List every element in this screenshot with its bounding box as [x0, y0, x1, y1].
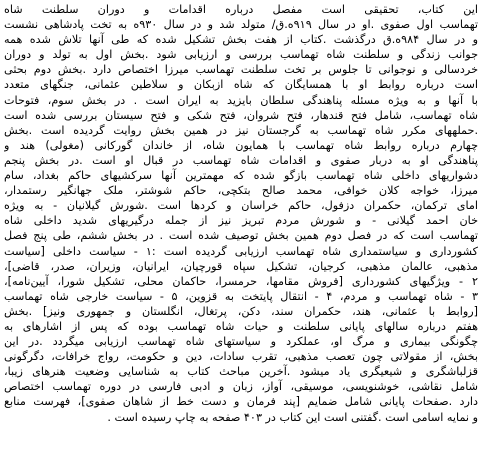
text-line: بخش، از مقولاتی چون تعصب مذهبی، تقرب سادات، دین و حکومت، رواج خرافات، دگرگونی [4, 350, 478, 364]
text-line: خردسالی و نوجوانی تا جلوس بر تخت سلطنت تهماسب میرزا اختصاص دارد .بخش دوم بحثی [4, 63, 478, 77]
text-line: ۲ - ویژگیهای کشورداری [فروش مقامها، حرمسرا، حاکمان محلی، تشکیل شورا، آیین‌نامه]، [4, 274, 478, 288]
text-line: امای ترکمان، حکمران دزفول، حاکم خراسان و کردها است .شورش گیلانیان - به ویژه [4, 199, 478, 213]
text-line: دارد .صفحات پایانی شامل ضمایم [پند فرمان و دست خط از شاهان صفوی]، فهرست منابع [4, 395, 478, 409]
text-line: چهارم درباره روابط شاه تهماسب با همایون شاه، از خاندان گورکانی (مغولی) هند و [4, 138, 478, 152]
text-line: ۳ - شاه تهماسب و مردم، ۴ - انتقال پایتخت به قزوین، ۵ - سیاست خارجی شاه تهماسب [4, 289, 478, 303]
text-line: است درباره روابط او با همسایگان که شاه ازبکان و سلاطین عثمانی، جنگهای متعدد [4, 78, 478, 92]
text-line: خان احمد گیلانی - و شورش مردم تبریز نیز از جمله درگیریهای شدید داخلی شاه [4, 214, 478, 228]
text-line: شاه تهماسب، شامل فتح قندهار، فتح شروان، فتح شکی و فتح سیستان بررسی شده است [4, 108, 478, 122]
text-line: شامل نقاشی، خوشنویسی، موسیقی، آواز، زبان و ادبی فارسی در دوره تهماسب اختصاص [4, 380, 478, 394]
text-line: .حملههای مکرر شاه تهماسب به گرجستان نیز در همین بخش روایت گردیده است .بخش [4, 123, 478, 137]
text-line: و در سال ۹۸۴ه.ق درگذشت .کتاب از هفت بخش تشکیل شده که طی آنها تلاش شده همه [4, 33, 478, 47]
text-line: مذهبی، عالمان مذهبی، کرجیان، تشکیل سپاه قورچیان، ایرانیان، وزیران، صدر، قاضی]، [4, 259, 478, 273]
text-line: چگونگی بیماری و مرگ او، عملکرد و سیاستهای شاه تهماسب ارزیابی میگردد .در این [4, 335, 478, 349]
text-line: [روابط با عثمانی، هند، حکمران سند، دکن، پرتغال، انگلستان و جمهوری ونیز] .بخش [4, 304, 478, 318]
text-line: و نمایه اسامی است .گفتنی است این کتاب در ۴۰۳ صفحه به چاپ رسیده است . [107, 410, 478, 424]
text-line: کشورداری و سیاستمداری شاه تهماسب ارزیابی گردیده است :۱ - سیاست داخلی [سیاست [4, 244, 478, 258]
text-line: هفتم درباره سالهای پایانی سلطنت و حیات شاه تهماسب بوده که پس از اشارهای به [4, 319, 478, 333]
text-line: تهماسب اول صفوی .او در سال ۹۱۹ه.ق/ متولد شد و در سال ۹۳۰ه به تخت پادشاهی نشست [4, 18, 478, 32]
text-line: دشواریهای داخلی شاه تهماسب بازگو شده که مهمترین آنها سرکشیهای حاکم بغداد، سام [4, 169, 478, 183]
text-line: پناهندگی او به دربار صفوی و اقدامات شاه تهماسب در قبال او است .در بخش پنجم [4, 153, 478, 167]
text-line: میرزا، خواجه کلان خوافی، محمد صالح بتکچی، حاکم شوشتر، ملک جهانگیر رستمدار، [4, 184, 478, 198]
text-line: با آنها و به ویژه مسئله پناهندگی سلطان بایزید به ایران است . در بخش سوم، فتوحات [4, 93, 478, 107]
text-line: جوانب زندگی و سلطنت شاه تهماسب بررسی و ارزیابی شود .بخش اول به تولد و دوران [4, 48, 478, 62]
book-summary-paragraph [4, 2, 478, 425]
text-line: قزلباشگری و شیعیگری یاد میشود .آخرین مباحث کتاب به شناسایی وضعیت هنرهای زیبا، [4, 365, 478, 379]
text-line: تهماسب است که در فصل دوم همین بخش توصیف شده است . در بخش ششم، طی پنج فصل [4, 229, 478, 243]
text-line: این کتاب، تحقیقی است مفصل درباره اقدامات و دوران سلطنت شاه [4, 3, 478, 16]
